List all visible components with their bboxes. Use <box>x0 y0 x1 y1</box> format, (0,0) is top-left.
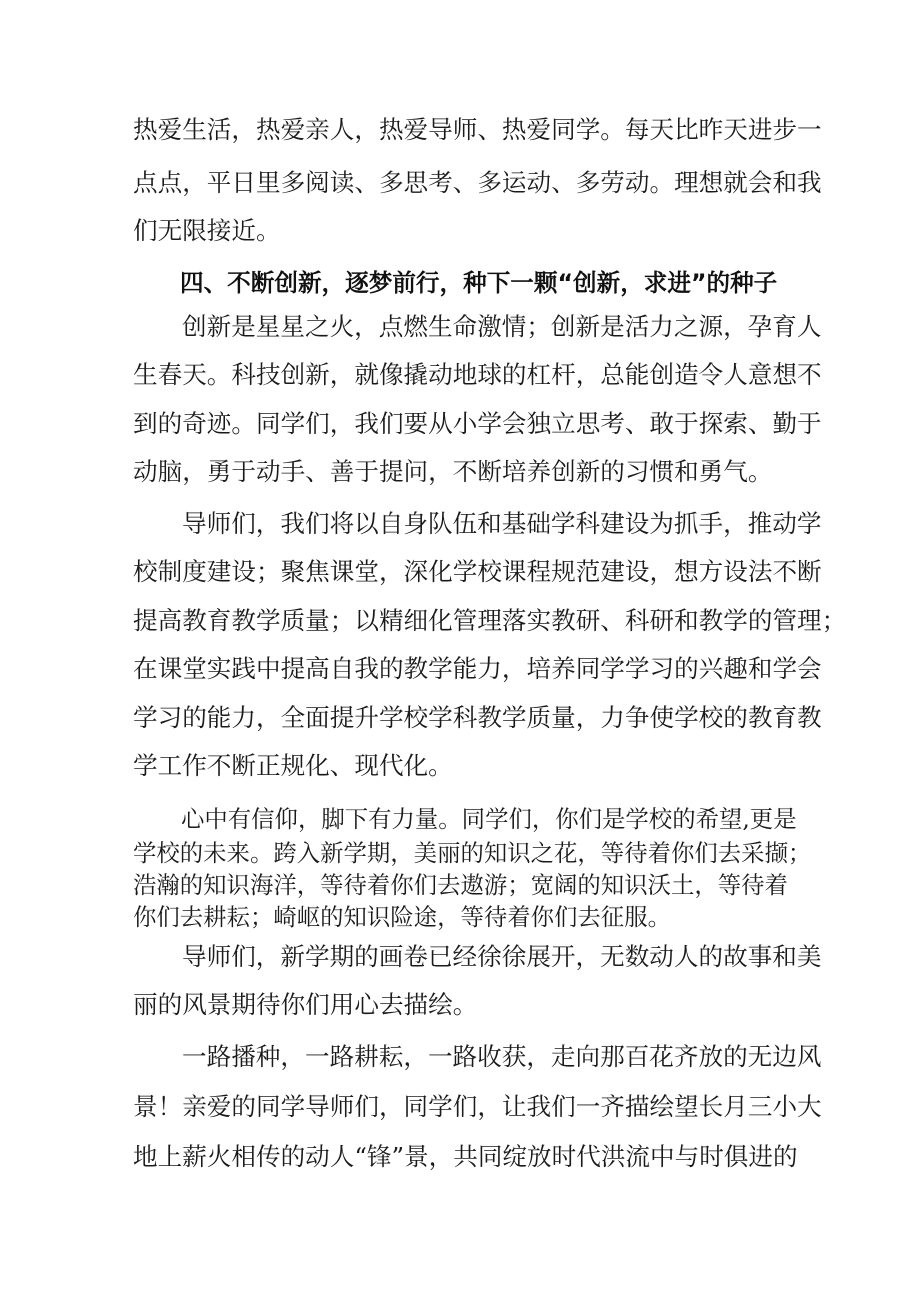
paragraph-line: 在课堂实践中提高自我的教学能力，培养同学学习的兴趣和学会 <box>133 654 822 683</box>
paragraph-line: 你们去耕耘；崎岖的知识险途，等待着你们去征服。 <box>133 903 671 931</box>
paragraph-line: 学校的未来。跨入新学期，美丽的知识之花，等待着你们去采撷； <box>133 839 812 867</box>
paragraph-line: 一路播种，一路耕耘，一路收获，走向那百花齐放的无边风 <box>182 1042 822 1071</box>
paragraph-line: 创新是星星之火，点燃生命激情；创新是活力之源，孕育人 <box>182 312 822 341</box>
paragraph-line: 动脑，勇于动手、善于提问，不断培养创新的习惯和勇气。 <box>133 457 773 486</box>
paragraph-line: 学工作不断正规化、现代化。 <box>133 751 453 780</box>
paragraph-line: 浩瀚的知识海洋，等待着你们去遨游；宽阔的知识沃土，等待着 <box>133 871 788 899</box>
paragraph-line: 点点，平日里多阅读、多思考、多运动、多劳动。理想就会和我 <box>133 168 822 197</box>
paragraph-line: 学习的能力，全面提升学校学科教学质量，力争使学校的教育教 <box>133 703 822 732</box>
paragraph-line: 丽的风景期待你们用心去描绘。 <box>133 990 478 1019</box>
paragraph-line: 到的奇迹。同学们，我们要从小学会独立思考、敢于探索、勤于 <box>133 409 822 438</box>
paragraph-line: 导师们，新学期的画卷已经徐徐展开，无数动人的故事和美 <box>182 942 822 971</box>
paragraph-line: 热爱生活，热爱亲人，热爱导师、热爱同学。每天比昨天进步一 <box>133 115 822 144</box>
paragraph-line: 们无限接近。 <box>133 216 281 245</box>
paragraph-line: 导师们，我们将以自身队伍和基础学科建设为抓手，推动学 <box>182 509 822 538</box>
section-heading: 四、不断创新，逐梦前行，种下一颗“创新，求进”的种子 <box>180 269 778 297</box>
paragraph-line: 生春天。科技创新，就像撬动地球的杠杆，总能创造令人意想不 <box>133 360 822 389</box>
paragraph-line: 景！亲爱的同学导师们，同学们，让我们一齐描绘望长月三小大 <box>133 1092 822 1121</box>
paragraph-line: 地上薪火相传的动人“锋”景，共同绽放时代洪流中与时俱进的 <box>133 1142 798 1171</box>
paragraph-line: 提高教育教学质量；以精细化管理落实教研、科研和教学的管理； <box>133 606 847 635</box>
paragraph-line: 心中有信仰，脚下有力量。同学们，你们是学校的希望,更是 <box>181 805 797 833</box>
paragraph-line: 校制度建设；聚焦课堂，深化学校课程规范建设，想方设法不断 <box>133 557 822 586</box>
